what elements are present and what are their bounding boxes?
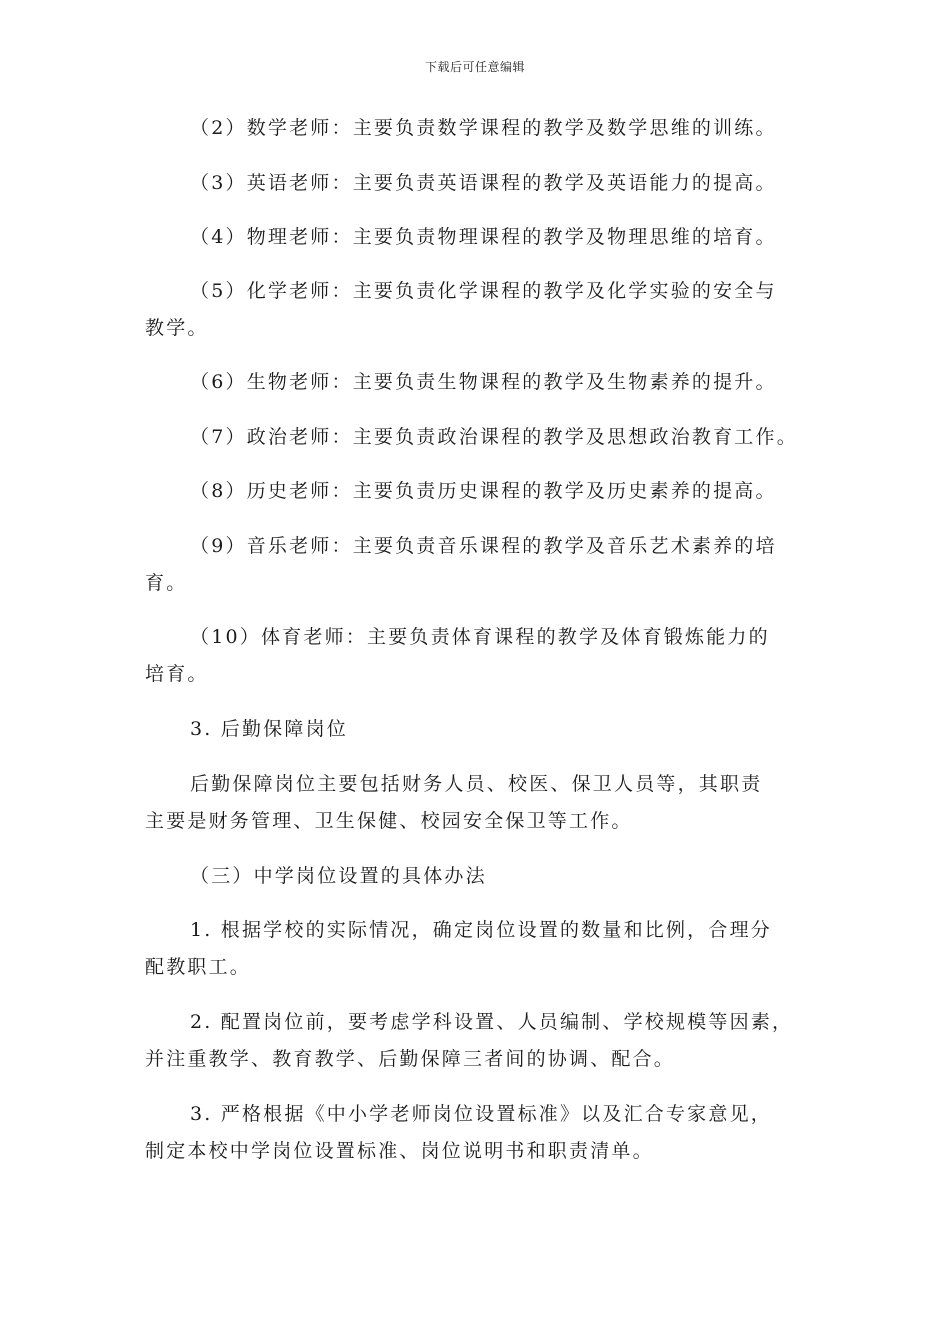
paragraph-line: 主要是财务管理、卫生保健、校园安全保卫等工作。 <box>145 810 633 832</box>
paragraph-history-teacher <box>145 473 815 510</box>
paragraph-math-teacher <box>145 110 815 147</box>
paragraph-line: 教学。 <box>145 317 209 339</box>
paragraph-politics-teacher <box>145 419 815 456</box>
paragraph-logistics-duties <box>145 766 815 840</box>
paragraph-line: 育。 <box>145 572 188 594</box>
page-header: 下载后可任意编辑 <box>424 60 525 74</box>
paragraph-method-2 <box>145 1004 815 1078</box>
paragraph-music-teacher <box>145 528 815 602</box>
section-heading-methods <box>145 858 815 895</box>
paragraph-physics-teacher <box>145 219 815 256</box>
paragraph-line: 后勤保障岗位主要包括财务人员、校医、保卫人员等，其职责 <box>190 773 763 795</box>
paragraph-line: （4）物理老师：主要负责物理课程的教学及物理思维的培育。 <box>190 226 777 248</box>
paragraph-line: 3. 严格根据《中小学老师岗位设置标准》以及汇合专家意见， <box>190 1103 772 1125</box>
paragraph-method-1 <box>145 912 815 986</box>
paragraph-line: （5）化学老师：主要负责化学课程的教学及化学实验的安全与 <box>190 280 777 302</box>
paragraph-line: （2）数学老师：主要负责数学课程的教学及数学思维的训练。 <box>190 117 777 139</box>
paragraph-line: （8）历史老师：主要负责历史课程的教学及历史素养的提高。 <box>190 480 777 502</box>
paragraph-line: （三）中学岗位设置的具体办法 <box>190 865 487 887</box>
paragraph-line: 培育。 <box>145 663 209 685</box>
paragraph-line: （6）生物老师：主要负责生物课程的教学及生物素养的提升。 <box>190 371 777 393</box>
paragraph-line: 3. 后勤保障岗位 <box>190 718 348 740</box>
paragraph-line: （3）英语老师：主要负责英语课程的教学及英语能力的提高。 <box>190 172 777 194</box>
paragraph-line: 1. 根据学校的实际情况，确定岗位设置的数量和比例，合理分 <box>190 919 772 941</box>
paragraph-line: （9）音乐老师：主要负责音乐课程的教学及音乐艺术素养的培 <box>190 535 777 557</box>
paragraph-chemistry-teacher <box>145 273 815 347</box>
paragraph-pe-teacher <box>145 619 815 693</box>
section-heading-logistics <box>145 711 815 748</box>
paragraph-line: （7）政治老师：主要负责政治课程的教学及思想政治教育工作。 <box>190 426 798 448</box>
paragraph-line: 2. 配置岗位前，要考虑学科设置、人员编制、学校规模等因素， <box>190 1011 794 1033</box>
paragraph-english-teacher <box>145 165 815 202</box>
paragraph-line: （10）体育老师：主要负责体育课程的教学及体育锻炼能力的 <box>190 626 770 648</box>
paragraph-line: 制定本校中学岗位设置标准、岗位说明书和职责清单。 <box>145 1140 654 1162</box>
paragraph-biology-teacher <box>145 364 815 401</box>
paragraph-method-3 <box>145 1096 815 1170</box>
paragraph-line: 并注重教学、教育教学、后勤保障三者间的协调、配合。 <box>145 1048 676 1070</box>
paragraph-line: 配教职工。 <box>145 956 252 978</box>
